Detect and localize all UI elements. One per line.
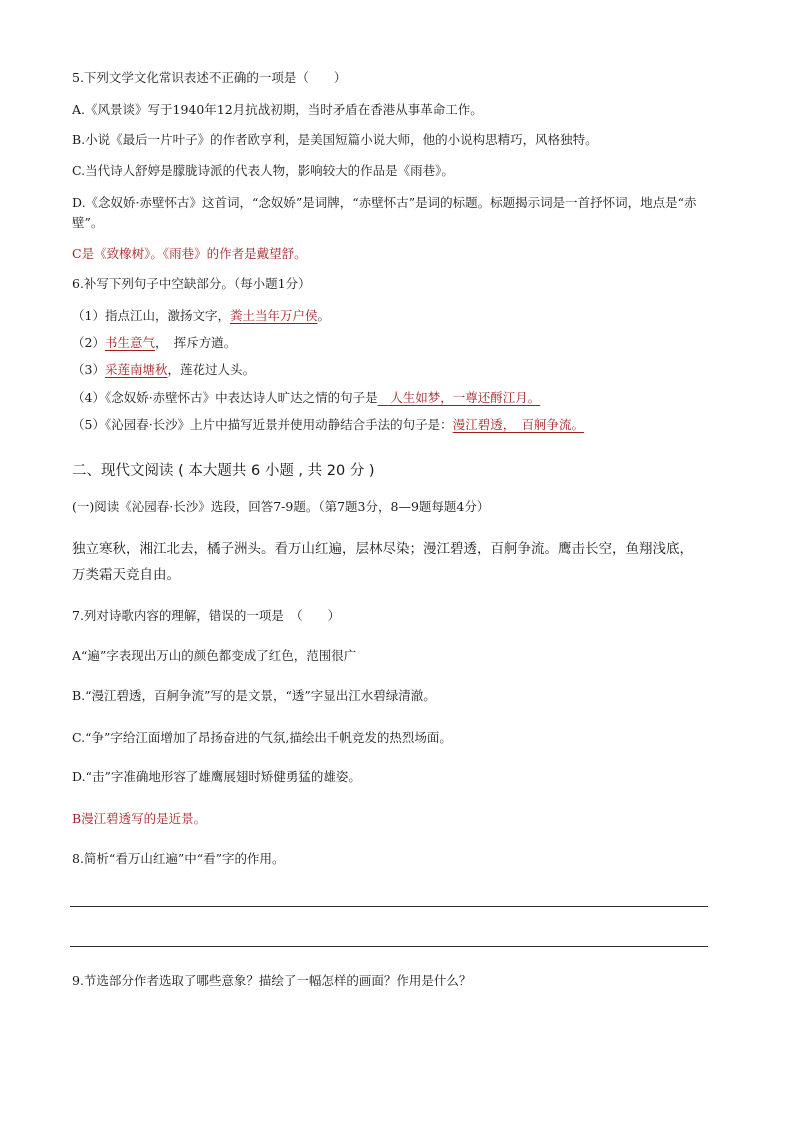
q6-item-3-text: （3） — [72, 362, 105, 377]
q6-item-1 — [72, 306, 722, 326]
q6-stem: 6.补写下列句子中空缺部分。（每小题1分） — [72, 276, 311, 291]
q6-item-3-answer: 采莲南塘秋 — [104, 362, 168, 377]
q7-option-c: C.“争”字给江面增加了昂扬奋进的气氛,描绘出千帆竞发的热烈场面。 — [72, 730, 452, 745]
q9-stem: 9.节选部分作者选取了哪些意象？描绘了一幅怎样的画面？作用是什么？ — [72, 973, 472, 988]
answer-line-1 — [70, 906, 708, 907]
q5-option-d: D.《念奴娇·赤壁怀古》这首词，“念奴娇”是词牌，“赤壁怀古”是词的标题。标题揭示词是一首抒怀词，地点是“赤壁”。 — [72, 195, 697, 230]
passage-line-1: 独立寒秋，湘江北去，橘子洲头。看万山红遍，层林尽染；漫江碧透，百舸争流。鹰击长空，鱼翔浅底， — [72, 541, 693, 557]
q5-option-b: B.小说《最后一片叶子》的作者欧亨利，是美国短篇小说大师，他的小说构思精巧，风格独特。 — [72, 132, 598, 147]
q6-item-2 — [72, 333, 722, 353]
q6-item-4-answer: 人生如梦，一尊还酹江月。 — [377, 390, 541, 405]
q6-item-1-answer: 粪土当年万户侯 — [229, 308, 318, 323]
q6-item-3-tail: ，莲花过人头。 — [167, 362, 255, 377]
q7-option-d: D.“击”字准确地形容了雄鹰展翅时矫健勇猛的雄姿。 — [72, 769, 361, 784]
q6-item-3 — [72, 360, 722, 380]
q7-option-a: A“遍”字表现出万山的颜色都变成了红色，范围很广 — [72, 648, 357, 663]
q5-stem: 5.下列文学文化常识表述不正确的一项是（ ） — [72, 70, 347, 85]
q6-item-1-tail: 。 — [317, 308, 330, 323]
q7-option-b: B.“漫江碧透，百舸争流”写的是文景，“透”字显出江水碧绿清澈。 — [72, 688, 436, 703]
q6-item-2-text: （2） — [72, 335, 105, 350]
q5-option-c: C.当代诗人舒婷是朦胧诗派的代表人物，影响较大的作品是《雨巷》。 — [72, 163, 454, 178]
q8-stem: 8.简析“看万山红遍”中“看”字的作用。 — [72, 851, 285, 866]
q7-answer: B漫江碧透写的是近景。 — [72, 811, 207, 826]
section-2-title: 二、现代文阅读 ( 本大题共 6 小题 , 共 20 分 ) — [72, 463, 375, 479]
q5-option-a: A.《风景谈》写于1940年12月抗战初期，当时矛盾在香港从事革命工作。 — [72, 102, 483, 117]
section-2-subtitle: (一)阅读《沁园春·长沙》选段，回答7-9题。（第7题3分，8—9题每题4分） — [72, 499, 490, 514]
q6-item-2-tail: ， 挥斥方遒。 — [154, 335, 237, 350]
q6-item-4-text: （4）《念奴娇·赤壁怀古》中表达诗人旷达之情的句子是 — [72, 390, 378, 405]
q6-item-1-text: （1）指点江山，激扬文字， — [72, 308, 230, 323]
q5-answer: C是《致橡树》。《雨巷》的作者是戴望舒。 — [72, 246, 307, 261]
passage-line-2: 万类霜天竞自由。 — [72, 567, 180, 583]
q6-item-4 — [72, 388, 722, 408]
q6-item-2-answer: 书生意气 — [104, 335, 155, 350]
q6-item-5 — [72, 415, 722, 435]
q7-stem: 7.列对诗歌内容的理解，错误的一项是 （ ） — [72, 608, 341, 623]
q6-item-5-text: （5）《沁园春·长沙》上片中描写近景并使用动静结合手法的句子是： — [72, 417, 453, 432]
answer-line-2 — [70, 946, 708, 947]
q6-item-5-answer: 漫江碧透， 百舸争流。 — [452, 417, 584, 432]
